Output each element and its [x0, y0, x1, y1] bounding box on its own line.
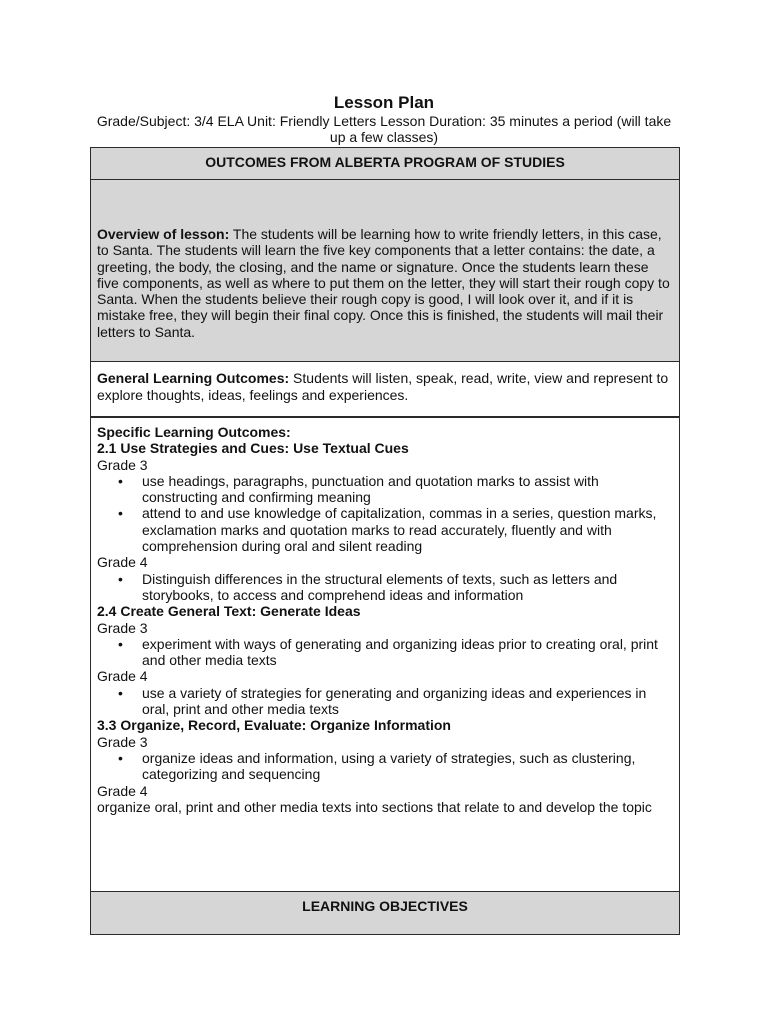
grade-label: Grade 3 — [97, 733, 148, 750]
bullet-icon: • — [118, 749, 123, 766]
lesson-meta — [88, 113, 680, 145]
lesson-plan-table — [90, 147, 680, 935]
section-title: 2.4 Create General Text: Generate Ideas — [97, 603, 361, 620]
grade-label: Grade 4 — [97, 782, 148, 799]
overview-label: Overview of lesson: — [97, 226, 230, 242]
grade-label: Grade 4 — [97, 668, 148, 685]
list-item-text: experiment with ways of generating and organizing ideas prior to creating oral, print and other media texts — [142, 635, 658, 669]
bullet-icon: • — [118, 472, 123, 489]
section-title: 3.3 Organize, Record, Evaluate: Organize Information — [97, 717, 451, 734]
overview-text: The students will be learning how to write friendly letters, in this case, to Santa. The students will learn the five key components that a letter contains: the date, a greeting, the body, the closing, and the name or signature. Once the students learn these five components, as well as where to put them on the letter, they will start their rough copy to Santa. When the students believe their rough copy is good, I will look over it, and if it is mistake free, they will begin their final copy. Once this is finished, the students will mail their letters to Santa. — [97, 226, 670, 340]
overview-cell — [91, 180, 679, 362]
list-item — [118, 505, 673, 555]
page-title: Lesson Plan — [333, 93, 435, 112]
bullet-icon: • — [118, 570, 123, 587]
grade-label: Grade 3 — [97, 619, 148, 636]
outcome-list — [97, 750, 673, 783]
meta-line-2: up a few classes) — [329, 129, 439, 145]
specific-outcomes-cell — [91, 418, 679, 892]
list-item-text: use headings, paragraphs, punctuation and quotation marks to assist with constructing and confirming meaning — [142, 472, 599, 506]
list-item-text: Distinguish differences in the structural elements of texts, such as letters and storybooks, to access and comprehend ideas and information — [142, 570, 618, 603]
outcome-list — [97, 571, 673, 604]
bullet-icon: • — [118, 505, 123, 522]
outcomes-header: OUTCOMES FROM ALBERTA PROGRAM OF STUDIES — [91, 148, 679, 180]
glo-text: Students will listen, speak, read, write, view and represent to explore thoughts, ideas, feelings and experiences. — [97, 370, 669, 403]
outcome-list — [97, 473, 673, 554]
list-item-text: attend to and use knowledge of capitalization, commas in a series, question marks, exclamation marks and quotation marks to read accurately, fluently and with comprehension during oral and silent reading — [142, 505, 657, 555]
general-outcomes-cell — [91, 362, 679, 418]
list-item-text: organize ideas and information, using a variety of strategies, such as clustering, categorizing and sequencing — [142, 749, 636, 783]
list-item — [118, 472, 673, 506]
list-item — [118, 749, 673, 783]
outcome-list — [97, 685, 673, 718]
section-title: 2.1 Use Strategies and Cues: Use Textual Cues — [97, 440, 409, 457]
outcome-list — [97, 636, 673, 669]
meta-line-1: Grade/Subject: 3/4 ELA Unit: Friendly Letters Lesson Duration: 35 minutes a period (will take — [96, 113, 672, 129]
slo-heading: Specific Learning Outcomes: — [97, 424, 291, 440]
list-item — [118, 635, 673, 669]
list-item — [118, 684, 673, 718]
glo-label: General Learning Outcomes: — [97, 370, 290, 386]
grade4-outcome-text: organize oral, print and other media texts into sections that relate to and develop the topic — [97, 798, 652, 815]
bullet-icon: • — [118, 684, 123, 701]
bullet-icon: • — [118, 635, 123, 652]
learning-objectives-header: LEARNING OBJECTIVES — [91, 892, 679, 934]
grade-label: Grade 3 — [97, 456, 148, 473]
grade-label: Grade 4 — [97, 554, 148, 571]
list-item — [118, 570, 673, 604]
list-item-text: use a variety of strategies for generating and organizing ideas and experiences in oral, print and other media texts — [142, 684, 647, 718]
